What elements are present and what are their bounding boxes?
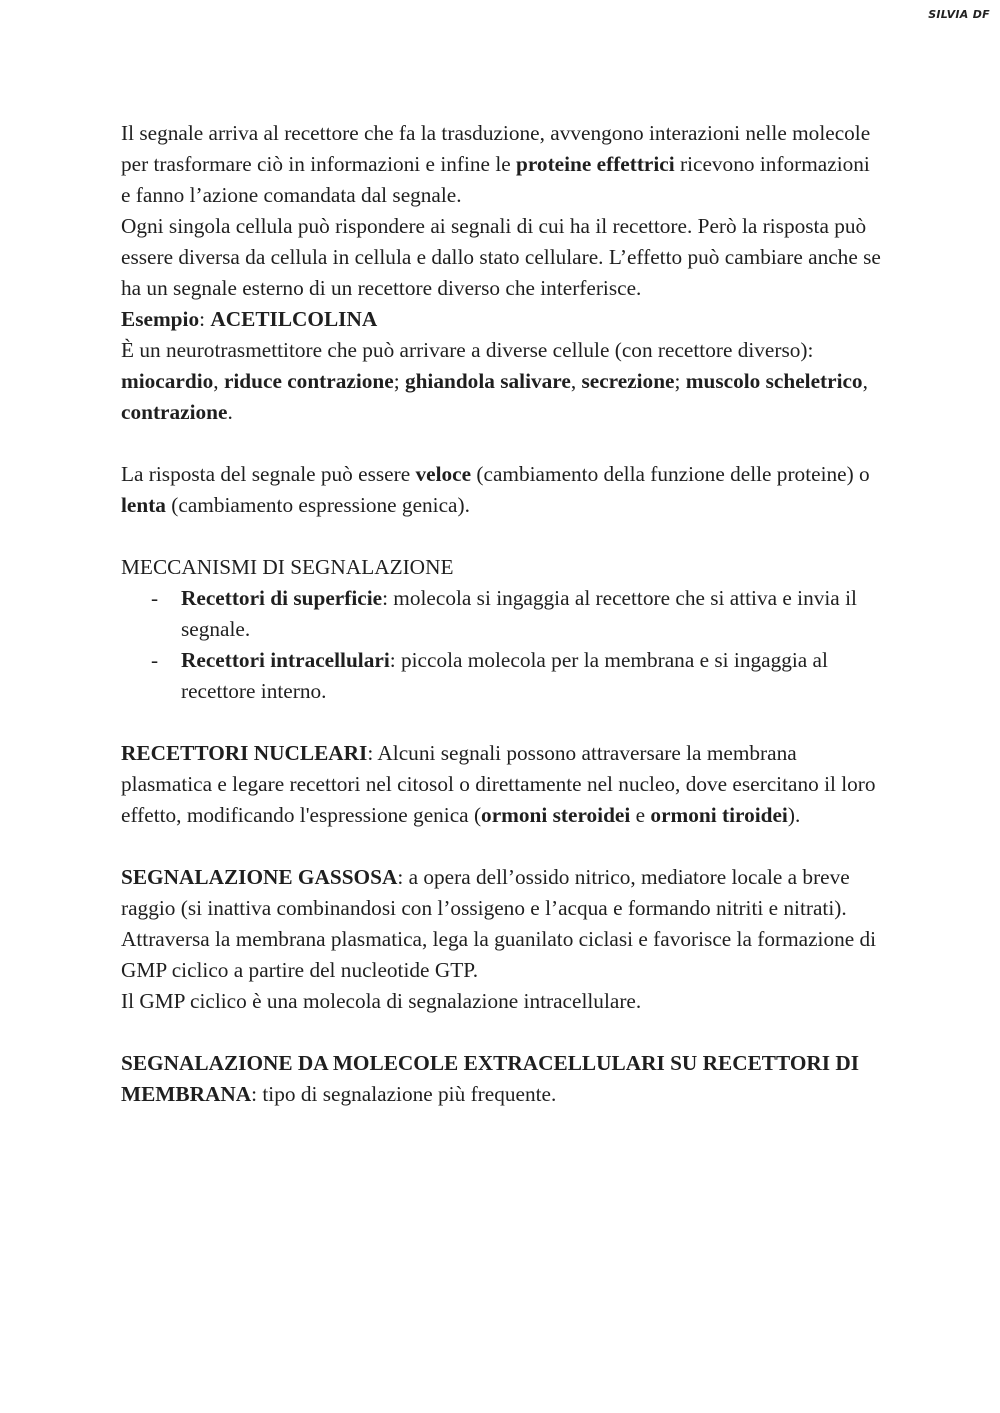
bold-term: Recettori intracellulari (181, 648, 390, 672)
text: (cambiamento espressione genica). (165, 493, 470, 517)
bold-term: contrazione (121, 400, 228, 424)
example-heading (121, 304, 881, 335)
page-content (121, 118, 881, 1110)
text: : molecola si ingaggia al recettore che si attiva e invia il segnale. (181, 586, 857, 641)
text: , (570, 369, 582, 393)
example-name: ACETILCOLINA (210, 307, 378, 331)
paragraph-response-speed (121, 459, 881, 521)
bold-term: miocardio (121, 369, 214, 393)
paragraph-signal-transduction (121, 118, 881, 211)
text: (cambiamento della funzione delle proteine) o (471, 462, 870, 486)
text: ricevono informazioni e fanno l’azione comandata dal segnale. (121, 152, 870, 207)
bold-term: lenta (121, 493, 166, 517)
text: ; (393, 369, 405, 393)
example-label: Esempio (121, 307, 200, 331)
mechanisms-list (121, 583, 881, 707)
spacer (121, 428, 881, 459)
text: ; (674, 369, 686, 393)
text: : Alcuni segnali possono attraversare la membrana plasmatica e legare recettori nel citosol o direttamente nel nucleo, dove esercitano il loro effetto, modificando l'espressione genica ( (121, 741, 876, 827)
text: . (227, 400, 233, 424)
bold-term: SEGNALAZIONE DA MOLECOLE EXTRACELLULARI SU RECETTORI DI MEMBRANA (121, 1051, 860, 1106)
text: , (213, 369, 224, 393)
paragraph-cgmp: Il GMP ciclico è una molecola di segnalazione intracellulare. (121, 989, 642, 1013)
bold-term: riduce contrazione (223, 369, 394, 393)
text: ). (787, 803, 801, 827)
text: La risposta del segnale può essere (121, 462, 416, 486)
text: : a opera dell’ossido nitrico, mediatore locale a breve raggio (si inattiva combinandosi con l’ossigeno e l’acqua e formando nitriti e nitrati). Attraversa la membrana plasmatica, lega la guanilato ciclasi e favorisce la formazione di GMP ciclico a partire del nucleotide GTP. (121, 865, 877, 982)
paragraph-extracellular-signaling (121, 1048, 881, 1110)
bold-term: veloce (415, 462, 472, 486)
list-item (151, 645, 881, 707)
dash-bullet: - (151, 586, 159, 610)
bold-term: proteine effettrici (516, 152, 675, 176)
text: È un neurotrasmettitore che può arrivare a diverse cellule (con recettore diverso): (121, 338, 814, 362)
mechanisms-heading: MECCANISMI DI SEGNALAZIONE (121, 555, 454, 579)
bold-term: ghiandola salivare (404, 369, 571, 393)
spacer (121, 521, 881, 552)
text: : piccola molecola per la membrana e si ingaggia al recettore interno. (181, 648, 828, 703)
bold-term: ormoni steroidei (481, 803, 631, 827)
paragraph-cell-response: Ogni singola cellula può rispondere ai segnali di cui ha il recettore. Però la risposta può essere diversa da cellula in cellula e dallo stato cellulare. L’effetto può cambiare anche se ha un segnale esterno di un recettore diverso che interferisce. (121, 214, 881, 300)
text: Il segnale arriva al recettore che fa la trasduzione, avvengono interazioni nelle molecole per trasformare ciò in informazioni e infine le (121, 121, 871, 176)
paragraph-acetylcholine (121, 335, 881, 428)
bold-term: secrezione (581, 369, 675, 393)
spacer (121, 707, 881, 738)
spacer (121, 831, 881, 862)
paragraph-gas-signaling (121, 862, 881, 986)
list-item (151, 583, 881, 645)
dash-bullet: - (151, 648, 159, 672)
author-watermark: SILVIA DF (928, 8, 990, 21)
text: : tipo di segnalazione più frequente. (251, 1082, 557, 1106)
paragraph-nuclear-receptors (121, 738, 881, 831)
text: e (630, 803, 651, 827)
bold-term: RECETTORI NUCLEARI (121, 741, 368, 765)
bold-term: Recettori di superficie (181, 586, 383, 610)
spacer (121, 1017, 881, 1048)
bold-term: ormoni tiroidei (650, 803, 788, 827)
bold-term: SEGNALAZIONE GASSOSA (121, 865, 398, 889)
bold-term: muscolo scheletrico (685, 369, 863, 393)
text: , (862, 369, 868, 393)
text: : (199, 307, 211, 331)
